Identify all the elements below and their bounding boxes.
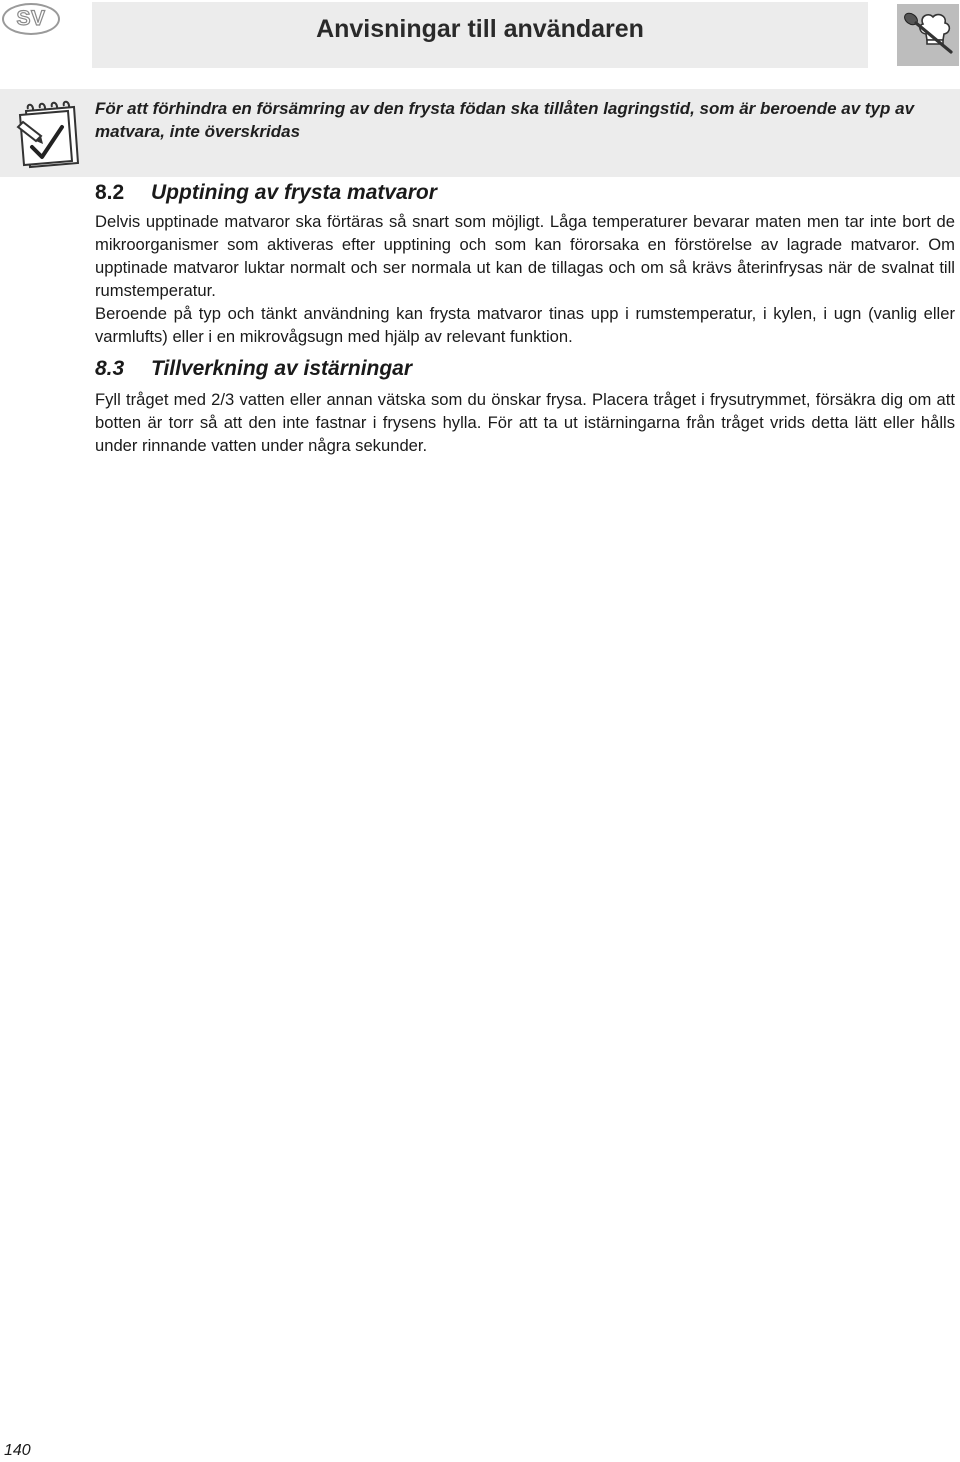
section-title: Upptining av frysta matvaror	[151, 181, 437, 204]
language-badge: SV	[2, 3, 60, 35]
note-box	[0, 89, 960, 177]
page-title: Anvisningar till användaren	[316, 14, 644, 43]
section-title: Tillverkning av istärningar	[151, 357, 413, 380]
header-bar	[92, 2, 868, 68]
section-number: 8.3	[95, 357, 125, 380]
page-number: 140	[4, 1442, 31, 1459]
section-heading-8-2	[95, 178, 955, 208]
section-heading-8-3	[95, 354, 955, 384]
paragraph: Beroende på typ och tänkt användning kan frysta matvaror tinas upp i rumstemperatur, i kylen, i ugn (vanlig eller varmlufts) eller i en mikrovågsugn med hjälp av relevant funktion.	[95, 304, 955, 346]
paragraph: Delvis upptinade matvaror ska förtäras så snart som möjligt. Låga temperaturer bevarar maten men tar inte bort de mikroorganismer som aktiveras efter upptining och som kan förorsaka en förstörelse av lagrade matvaror. Om upptinade matvaror luktar normalt och ser normala ut kan de tillagas och om så krävs återinfrysas när de svalnat till rumstemperatur.	[95, 212, 955, 300]
section-number: 8.2	[95, 181, 125, 204]
spoon-chef-hat-icon	[897, 4, 959, 66]
note-text: För att förhindra en försämring av den frysta födan ska tillåten lagringstid, som är beroende av typ av matvara, inte överskridas	[95, 99, 915, 141]
notepad-checkmark-icon	[12, 97, 82, 169]
main-content	[95, 178, 955, 457]
paragraph: Fyll tråget med 2/3 vatten eller annan vätska som du önskar frysa. Placera tråget i frysutrymmet, försäkra dig om att botten är torr så att den inte fastnar i frysens hylla. För att ta ut istärningarna från tråget vrids detta lätt eller hålls under rinnande vatten under några sekunder.	[95, 390, 955, 455]
